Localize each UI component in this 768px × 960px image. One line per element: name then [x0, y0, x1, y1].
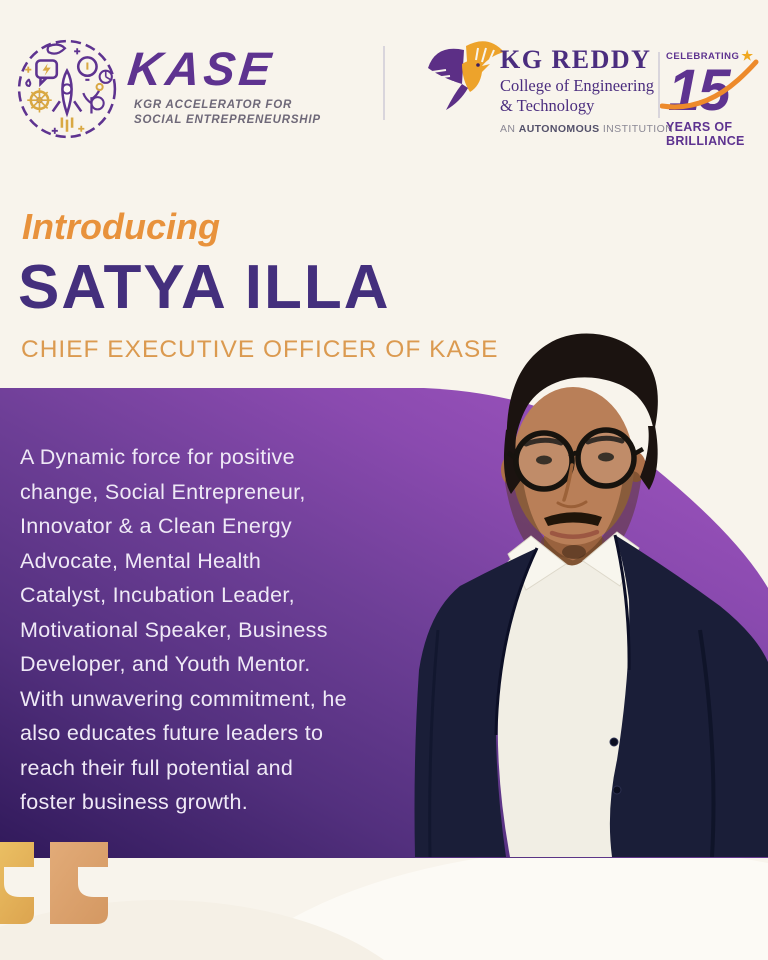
kg-reddy-name: KG REDDY	[500, 45, 652, 74]
rocket-icon	[53, 71, 82, 132]
kase-tagline	[134, 98, 321, 128]
text-line: A Dynamic force for positive	[20, 445, 295, 469]
gear-icon	[27, 88, 51, 112]
autonomous-prefix: AN	[500, 123, 516, 135]
text-line: & Technology	[500, 96, 595, 115]
star-icon: ★	[741, 48, 754, 63]
brilliance-label: BRILLIANCE	[666, 134, 745, 148]
autonomous-institution-label	[500, 123, 674, 135]
kase-logo-icon	[14, 36, 120, 142]
text-line: KGR ACCELERATOR FOR	[134, 99, 293, 111]
text-line: With unwavering commitment, he	[20, 686, 347, 711]
kase-wordmark: KASE	[125, 42, 278, 95]
person-title: CHIEF EXECUTIVE OFFICER OF KASE	[21, 336, 499, 363]
header	[0, 0, 768, 160]
text-line: College of Engineering	[500, 76, 654, 95]
celebrating-text: CELEBRATING	[666, 51, 740, 62]
pie-chart-icon	[100, 71, 112, 83]
years-of-label: YEARS OF	[666, 120, 733, 134]
anniversary-number: 15	[668, 58, 729, 123]
header-divider	[383, 46, 385, 120]
text-line: SOCIAL ENTREPRENEURSHIP	[134, 114, 321, 126]
droplet-icon	[26, 80, 30, 86]
text-line: Developer, and Youth Mentor.	[20, 652, 311, 676]
header-divider	[658, 52, 660, 118]
leaf-icon	[48, 45, 65, 54]
autonomous-suffix: INSTITUTION	[602, 123, 674, 135]
kg-reddy-eagle-icon	[426, 38, 508, 116]
quote-icon	[0, 842, 110, 926]
text-line: change, Social Entrepreneur,	[20, 479, 306, 504]
portrait-photo	[398, 330, 768, 857]
text-line: foster business growth.	[20, 790, 248, 814]
text-line: Motivational Speaker, Business	[20, 617, 328, 642]
text-line: reach their full potential and	[20, 755, 294, 780]
text-line: Advocate, Mental Health	[20, 548, 262, 573]
text-line: Catalyst, Incubation Leader,	[20, 583, 295, 607]
person-name: SATYA ILLA	[18, 253, 391, 322]
anniversary-badge	[666, 48, 764, 148]
coin-icon	[91, 97, 103, 109]
kg-reddy-department	[500, 76, 660, 116]
bio-text	[20, 440, 347, 820]
text-line: also educates future leaders to	[20, 721, 324, 745]
autonomous-word: AUTONOMOUS	[518, 123, 600, 135]
intro-kicker: Introducing	[22, 206, 220, 247]
lightbulb-icon	[78, 57, 96, 79]
text-line: Innovator & a Clean Energy	[20, 514, 292, 538]
lightning-bubble-icon	[36, 60, 56, 83]
